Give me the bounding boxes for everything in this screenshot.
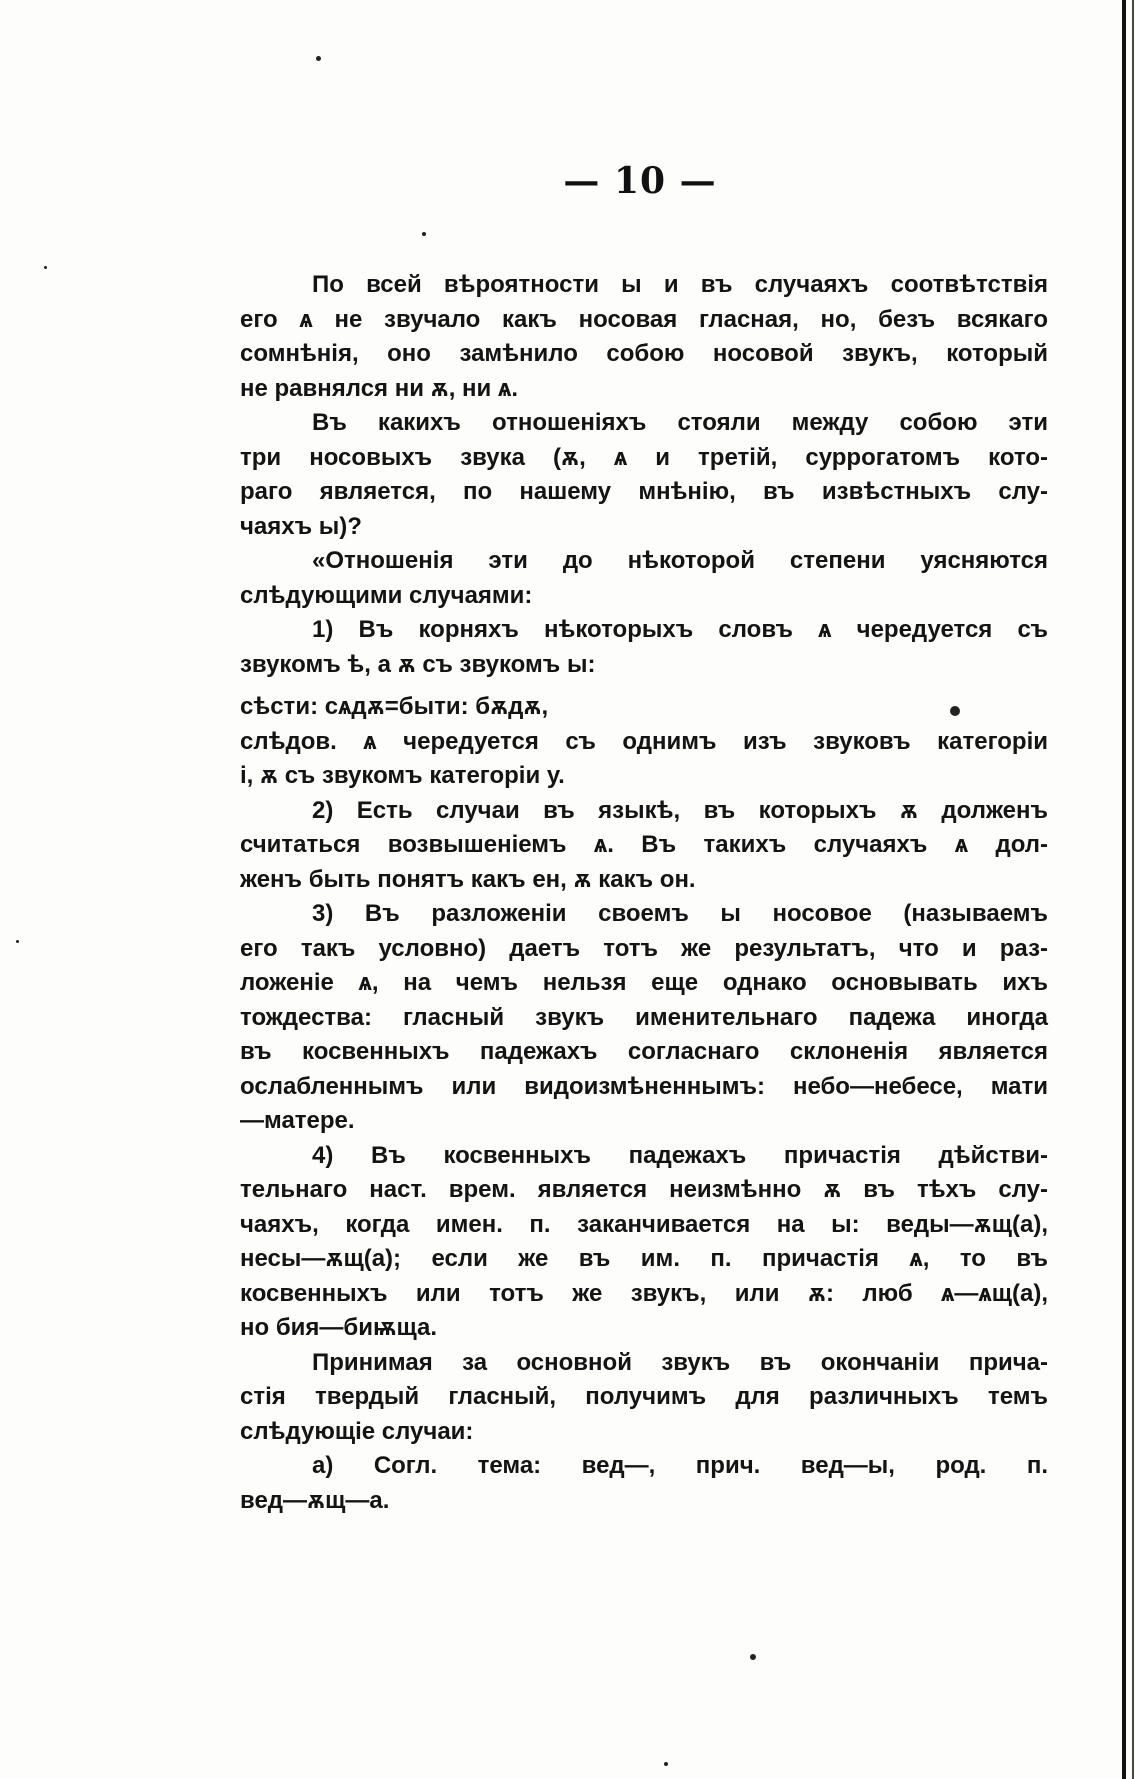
text-line: 1) Въ корняхъ нѣкоторыхъ словъ ѧ чередуется съ xyxy=(312,616,1048,643)
text-line: ложеніе ѧ, на чемъ нельзя еще однако основывать ихъ xyxy=(240,969,1048,996)
text-line: —матере. xyxy=(240,1107,355,1134)
text-line: тождества: гласный звукъ именительнаго падежа иногда xyxy=(240,1003,1048,1031)
text-line: чаяхъ, когда имен. п. заканчивается на ы: веды—ѫщ(а), xyxy=(240,1210,1048,1238)
text-line: а) Согл. тема: вед—, прич. вед—ы, род. п. xyxy=(312,1452,1048,1479)
text-line: 3) Въ разложеніи своемъ ы носовое (называемъ xyxy=(312,900,1048,927)
text-line: косвенныхъ или тотъ же звукъ, или ѫ: люб ѧ—ѧщ(а), xyxy=(240,1279,1048,1307)
print-speck xyxy=(422,232,426,236)
page-number: — 10 — xyxy=(563,160,717,202)
print-speck xyxy=(16,940,19,943)
text-line: его ѧ не звучало какъ носовая гласная, но, безъ всякаго xyxy=(240,305,1048,333)
text-line: 4) Въ косвенныхъ падежахъ причастія дѣйстви- xyxy=(312,1141,1048,1169)
text-line: слѣдов. ѧ чередуется съ однимъ изъ звуковъ категоріи xyxy=(240,727,1048,755)
text-line: Принимая за основной звукъ въ окончаніи прича- xyxy=(312,1348,1048,1376)
text-line: ослабленнымъ или видоизмѣненнымъ: небо—небесе, мати xyxy=(240,1072,1048,1100)
print-speck xyxy=(664,1762,668,1766)
text-line: несы—ѫщ(а); если же въ им. п. причастія ѧ, то въ xyxy=(240,1245,1048,1272)
print-speck xyxy=(750,1654,756,1660)
text-line: не равнялся ни ѫ, ни ѧ. xyxy=(240,374,518,402)
text-line: считаться возвышеніемъ ѧ. Въ такихъ случаяхъ ѧ дол- xyxy=(240,831,1048,858)
text-line: 2) Есть случаи въ языкѣ, въ которыхъ ѫ долженъ xyxy=(312,796,1048,824)
text-line: вед—ѫщ—а. xyxy=(240,1486,390,1514)
print-speck xyxy=(316,56,321,61)
text-line: «Отношенія эти до нѣкоторой степени уясняются xyxy=(312,547,1048,574)
text-line: тельнаго наст. врем. является неизмѣнно ѫ въ тѣхъ слу- xyxy=(240,1176,1048,1203)
text-line: чаяхъ ы)? xyxy=(240,512,362,540)
text-line: въ косвенныхъ падежахъ согласнаго склоненія является xyxy=(240,1038,1048,1065)
page-edge-shadow xyxy=(1132,0,1134,1779)
text-line: сомнѣнія, оно замѣнило собою носовой звукъ, который xyxy=(240,340,1048,367)
text-line: раго является, по нашему мнѣнію, въ извѣстныхъ слу- xyxy=(240,478,1048,505)
text-line: сѣсти: сѧдѫ=быти: бѫдѫ, xyxy=(240,693,549,720)
print-speck xyxy=(44,266,47,269)
text-line: стія твердый гласный, получимъ для различныхъ темъ xyxy=(240,1383,1048,1410)
text-line: три носовыхъ звука (ѫ, ѧ и третій, суррогатомъ кото- xyxy=(240,443,1048,471)
text-line: женъ быть понятъ какъ ен, ѫ какъ он. xyxy=(240,865,696,893)
text-line: Въ какихъ отношеніяхъ стояли между собою эти xyxy=(312,409,1048,436)
text-line: По всей вѣроятности ы и въ случаяхъ соотвѣтствія xyxy=(312,271,1048,298)
text-line: звукомъ ѣ, а ѫ съ звукомъ ы: xyxy=(240,650,596,678)
text-line: слѣдующими случаями: xyxy=(240,581,533,609)
text-line: і, ѫ съ звукомъ категоріи у. xyxy=(240,762,565,789)
text-line: но бия—биѭща. xyxy=(240,1314,438,1341)
page-edge xyxy=(1122,0,1126,1779)
text-line: слѣдующіе случаи: xyxy=(240,1417,474,1445)
body-text xyxy=(240,268,1048,1518)
text-line: его такъ условно) даетъ тотъ же результатъ, что и раз- xyxy=(240,934,1048,962)
